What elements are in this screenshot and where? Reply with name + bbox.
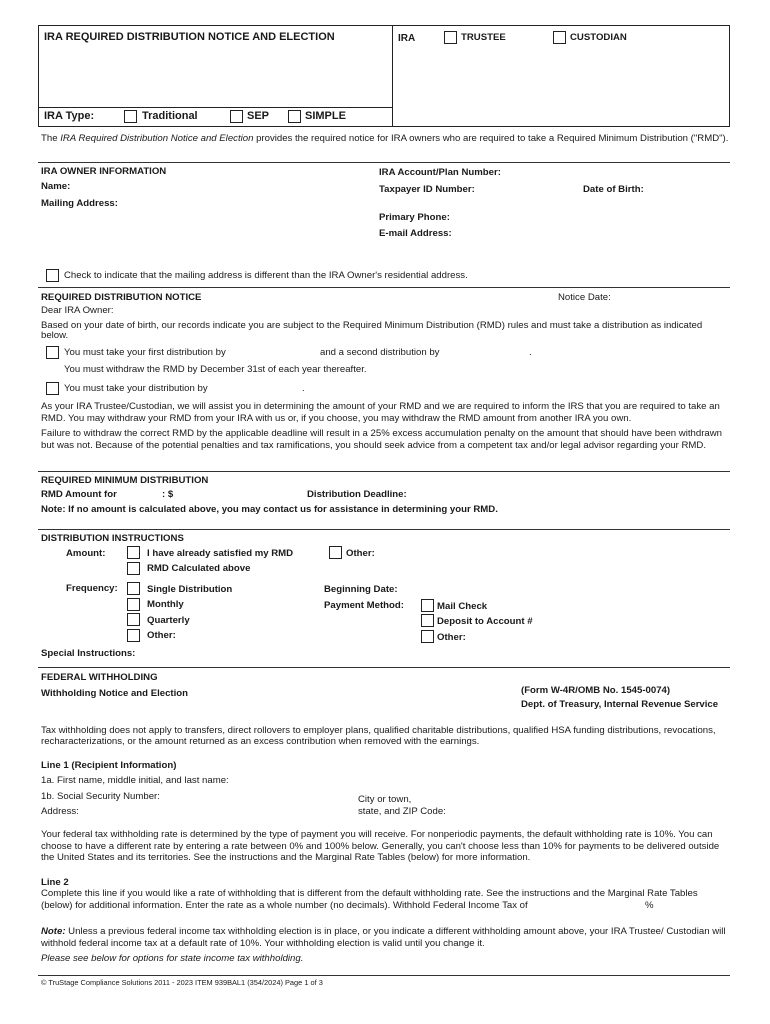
address-label: Address:	[41, 806, 79, 817]
deposit-label: Deposit to Account #	[437, 616, 533, 627]
line1a-label: 1a. First name, middle initial, and last name:	[41, 775, 229, 786]
take-distribution-checkbox[interactable]	[46, 382, 59, 395]
amount-other-checkbox[interactable]	[329, 546, 342, 559]
state-withholding-note: Please see below for options for state income tax withholding.	[41, 953, 304, 964]
ira-type-label: IRA Type:	[44, 110, 95, 122]
first-distribution-label: You must take your first distribution by	[64, 347, 226, 358]
single-distribution-label: Single Distribution	[147, 584, 233, 595]
header-divider	[392, 25, 393, 127]
ira-label: IRA	[398, 33, 416, 44]
frequency-other-label: Other:	[147, 630, 176, 641]
first-distribution-checkbox[interactable]	[46, 346, 59, 359]
rmd-calculated-checkbox[interactable]	[127, 562, 140, 575]
intro-doc-name: IRA Required Distribution Notice and Election	[60, 133, 254, 144]
custodian-label: CUSTODIAN	[570, 32, 627, 43]
monthly-label: Monthly	[147, 599, 184, 610]
frequency-other-checkbox[interactable]	[127, 629, 140, 642]
simple-checkbox[interactable]	[288, 110, 301, 123]
quarterly-checkbox[interactable]	[127, 613, 140, 626]
trustee-label: TRUSTEE	[461, 32, 506, 43]
withholding-heading: FEDERAL WITHHOLDING	[41, 672, 158, 683]
traditional-checkbox[interactable]	[124, 110, 137, 123]
take-distribution-label: You must take your distribution by	[64, 383, 208, 394]
special-instructions-label: Special Instructions:	[41, 648, 136, 659]
simple-label: SIMPLE	[305, 110, 346, 122]
traditional-label: Traditional	[142, 110, 198, 122]
deposit-checkbox[interactable]	[421, 614, 434, 627]
date-of-birth-label: Date of Birth:	[583, 184, 644, 195]
rmd-heading: REQUIRED MINIMUM DISTRIBUTION	[41, 475, 209, 486]
custodian-checkbox[interactable]	[553, 31, 566, 44]
mail-check-checkbox[interactable]	[421, 599, 434, 612]
distribution-deadline-label: Distribution Deadline:	[307, 489, 407, 500]
divider	[38, 667, 730, 668]
state-zip-label: state, and ZIP Code:	[358, 806, 446, 817]
line2-paragraph: Complete this line if you would like a rate of withholding that is different from the default withholding rate. See the instructions and the Marginal Rate Tables (below) for additional information. Enter the rate as a whole number (no decimals). Withhold Federal Income Tax of	[41, 888, 698, 911]
second-distribution-label: and a second distribution by	[320, 347, 440, 358]
account-number-label: IRA Account/Plan Number:	[379, 167, 501, 178]
owner-heading: IRA OWNER INFORMATION	[41, 166, 167, 177]
take-distribution-period: .	[302, 383, 305, 394]
rmd-note: Note: If no amount is calculated above, you may contact us for assistance in determining your RMD.	[41, 504, 498, 515]
form-number: (Form W-4R/OMB No. 1545-0074)	[521, 685, 671, 696]
satisfied-checkbox[interactable]	[127, 546, 140, 559]
city-label: City or town,	[358, 794, 412, 805]
method-other-label: Other:	[437, 632, 466, 643]
mailing-address-label: Mailing Address:	[41, 198, 118, 209]
intro-pre: The	[41, 133, 61, 144]
assist-paragraph: As your IRA Trustee/Custodian, we will assist you in determining the amount of your RMD and we are required to inform the IRS that you are required to take an RMD. You may withdraw your RMD from your IRA with us or, if you choose, you may withdraw the RMD amount from another IRA you own.	[41, 401, 720, 424]
rmd-amount-label: RMD Amount for	[41, 489, 117, 500]
payment-method-label: Payment Method:	[324, 600, 404, 611]
satisfied-label: I have already satisfied my RMD	[147, 548, 294, 559]
sep-checkbox[interactable]	[230, 110, 243, 123]
dear-owner: Dear IRA Owner:	[41, 305, 114, 316]
withholding-note	[41, 926, 731, 949]
trustee-checkbox[interactable]	[444, 31, 457, 44]
divider	[38, 471, 730, 472]
method-other-checkbox[interactable]	[421, 630, 434, 643]
footer: © TruStage Compliance Solutions 2011 - 2023 ITEM 939BAL1 (354/2024) Page 1 of 3	[41, 978, 323, 987]
notice-heading: REQUIRED DISTRIBUTION NOTICE	[41, 292, 202, 303]
not-apply-paragraph: Tax withholding does not apply to transfers, direct rollovers to employer plans, qualified charitable distributions, qualified HSA funding distributions, revocations, recharacterizations, or the amount returned as an excess contribution when removed with the earnings.	[41, 725, 716, 747]
instructions-heading: DISTRIBUTION INSTRUCTIONS	[41, 533, 184, 544]
email-label: E-mail Address:	[379, 228, 452, 239]
frequency-label: Frequency:	[66, 583, 118, 594]
address-different-checkbox[interactable]	[46, 269, 59, 282]
quarterly-label: Quarterly	[147, 615, 190, 626]
percent-sign: %	[645, 900, 654, 911]
header-rule	[38, 107, 393, 108]
failure-paragraph: Failure to withdraw the correct RMD by the applicable deadline will result in a 25% excess accumulation penalty on the amount that should have been withdrawn but was not. Because of the potential penalties and tax ramifications, you should seek advice from a competent tax and/or legal advisor regarding your RMD.	[41, 428, 722, 451]
address-different-label: Check to indicate that the mailing address is different than the IRA Owner's residential address.	[64, 270, 468, 281]
intro-paragraph	[41, 133, 731, 145]
rmd-amount-dollar: : $	[162, 489, 174, 500]
divider	[38, 529, 730, 530]
amount-other-label: Other:	[346, 548, 375, 559]
note-text: Unless a previous federal income tax withholding election is in place, or you indicate a different withholding amount above, your IRA Trustee/ Custodian will withhold federal income tax at a default rate of 10%. Your withholding election is valid until you change it.	[41, 926, 726, 949]
form-title: IRA REQUIRED DISTRIBUTION NOTICE AND ELECTION	[44, 31, 335, 43]
monthly-checkbox[interactable]	[127, 598, 140, 611]
amount-label: Amount:	[66, 548, 106, 559]
intro-post: provides the required notice for IRA owners who are required to take a Required Minimum Distribution ("RMD").	[253, 133, 729, 144]
note-label: Note:	[41, 926, 66, 937]
notice-date-label: Notice Date:	[558, 292, 611, 303]
beginning-date-label: Beginning Date:	[324, 584, 398, 595]
first-distribution-period: .	[529, 347, 532, 358]
owner-name-label: Name:	[41, 181, 71, 192]
line2-heading: Line 2	[41, 877, 69, 888]
based-paragraph: Based on your date of birth, our records indicate you are subject to the Required Minimum Distribution (RMD) rules and must take a distribution as indicated below.	[41, 320, 703, 341]
primary-phone-label: Primary Phone:	[379, 212, 450, 223]
divider	[38, 287, 730, 288]
rmd-calculated-label: RMD Calculated above	[147, 563, 251, 574]
irs-dept: Dept. of Treasury, Internal Revenue Service	[521, 699, 719, 710]
single-distribution-checkbox[interactable]	[127, 582, 140, 595]
withholding-subheading: Withholding Notice and Election	[41, 688, 189, 699]
line1-heading: Line 1 (Recipient Information)	[41, 760, 177, 771]
divider	[38, 975, 730, 976]
divider	[38, 162, 730, 163]
sep-label: SEP	[247, 110, 270, 122]
taxpayer-id-label: Taxpayer ID Number:	[379, 184, 475, 195]
rate-paragraph: Your federal tax withholding rate is determined by the type of payment you will receive. For nonperiodic payments, the default withholding rate is 10%. You can choose to have a different rate by entering a rate between 0% and 100% below. Generally, you can't choose less than 10% for payments to be delivered outside the United States and its territories. See the instructions and the Marginal Rate Tables (below) for more information.	[41, 829, 720, 863]
line1b-label: 1b. Social Security Number:	[41, 791, 160, 802]
mail-check-label: Mail Check	[437, 601, 488, 612]
withdraw-thereafter: You must withdraw the RMD by December 31st of each year thereafter.	[64, 364, 367, 375]
